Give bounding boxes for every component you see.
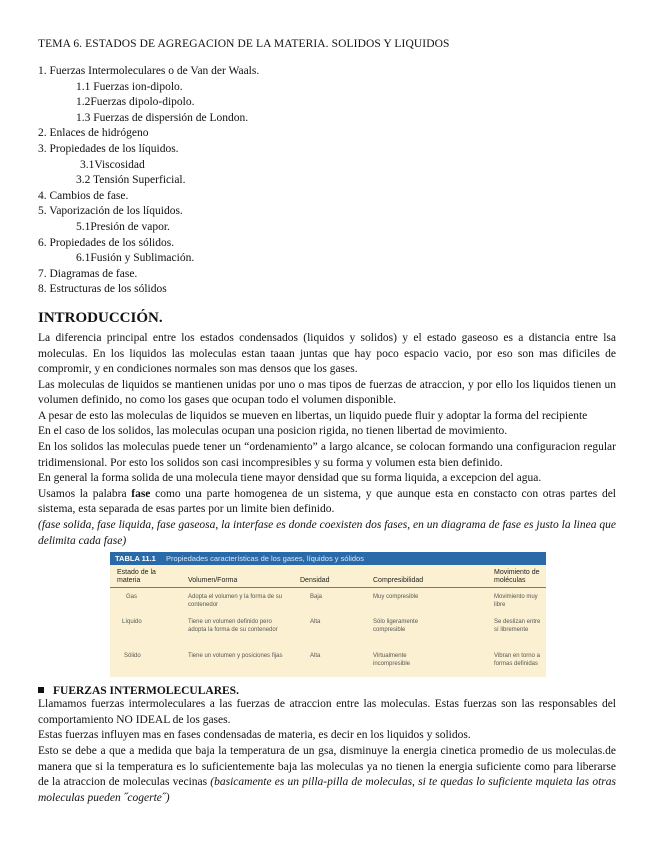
text-run: Usamos la palabra [38,487,132,500]
table-cell: Se deslizan entre sí libremente [494,619,541,634]
table-header-cell: Movimiento de moléculas [494,569,540,585]
table-cell: Virtualmente incompresible [373,653,411,668]
fuerzas-heading [38,685,616,697]
table-header-row [110,569,546,588]
document-title: TEMA 6. ESTADOS DE AGREGACION DE LA MATERIA. SOLIDOS Y LIQUIDOS [38,38,450,50]
table-cell: Sólo ligeramente compresible [373,619,419,634]
text-run: Esto se debe a que a medida que baja la temperatura de un gsa, disminuye la energia cinetica promedio de us moleculas.de manera que si la temperatura es lo suficientemente baja las moleculas ya no tienen la energia suficiente como para liberarse de la atraccion de moleculas vecinas [38,745,616,789]
table-cell: Sólido [124,653,141,660]
fuerzas-paragraph: Estas fuerzas influyen mas en fases condensadas de materia, es decir en los liquidos y solidos. [38,729,471,742]
toc-item: 3.2 Tensión Superficial. [76,174,186,187]
italic-note: (fase solida, fase liquida, fase gaseosa, la interfase es donde coexisten dos fases, en un diagrama de fase es justo la linea que delimita cada fase) [38,519,616,547]
table-cell: Muy compresible [373,594,419,601]
table-caption-bar [110,552,546,565]
properties-table [110,552,546,677]
toc-item: 7. Diagramas de fase. [38,267,138,280]
intro-paragraph: En general la forma solida de una molecula tiene mayor densidad que su forma liquida, a excepcion del agua. [38,472,542,485]
toc-item: 4. Cambios de fase. [38,189,129,202]
italic-note: (basicamente es un pilla-pilla de moleculas, si te quedas lo suficiente mquieta las otras moleculas pueden ˝cogerte˝) [38,776,616,804]
toc-item: 6.1Fusión y Sublimación. [76,252,195,265]
table-cell: Líquido [122,619,142,626]
table-header-cell: Densidad [300,577,330,585]
table-cell: Vibran en torno a formas definidas [494,653,540,668]
document-page [38,38,616,806]
toc-item: 5. Vaporización de los líquidos. [38,205,183,218]
table-caption: Propiedades características de los gases, líquidos y sólidos [165,554,364,564]
intro-paragraph: La diferencia principal entre los estados condensados (liquidos y solidos) y el estado gaseoso es a distancia entre lsa moleculas. En los liquidos las moleculas estan taaan juntas que hay poco espacio vacio, por eso son mas dificiles de compromir, y en condiciones normales son mas densos que los gases. [38,331,616,376]
table-tag: TABLA 11.1 [115,554,156,564]
table-cell: Tiene un volumen definido pero adopta la forma de su contenedor [188,619,278,634]
toc-item: 1.2Fuerzas dipolo-dipolo. [76,96,195,109]
toc-item: 1. Fuerzas Intermoleculares o de Van der Waals. [38,65,260,77]
intro-heading: INTRODUCCIÓN. [38,309,163,326]
intro-paragraph: En los solidos las moleculas puede tener un “ordenamiento” a largo alcance, se colocan formando una configuracion regular tridimensional. Por esto los solidos son casi incompresibles y su forma y volumen esta bien definido. [38,441,616,469]
table-cell: Tiene un volumen y posiciones fijas [188,653,283,660]
table-header-cell: Estado de la materia [117,569,156,585]
toc-item: 3. Propiedades de los líquidos. [38,142,179,155]
intro-paragraph [38,518,616,549]
table-of-contents [38,64,616,298]
table-header-cell: Compresibilidad [373,577,424,585]
table-cell: Baja [310,594,323,601]
bold-term: fase [131,487,151,500]
intro-paragraph: Las moleculas de liquidos se mantienen unidas por uno o mas tipos de fuerzas de atraccion, y por ello los liquidos tienen un volumen definido, no como los gases que ocupan todo el volumen disponible. [38,378,616,407]
toc-item: 1.3 Fuerzas de dispersión de London. [76,111,249,124]
table-cell: Alta [310,619,321,626]
toc-item: 6. Propiedades de los sólidos. [38,236,175,249]
intro-paragraph [38,487,616,518]
table-cell: Movimiento muy libre [494,594,538,609]
toc-item: 1.1 Fuerzas ion-dipolo. [76,80,183,93]
table-cell: Gas [126,594,138,601]
fuerzas-paragraph: Llamamos fuerzas intermoleculares a las fuerzas de atraccion entre las moleculas. Estas fuerzas son las responsables del comportamiento NO IDEAL de los gases. [38,698,616,726]
toc-item: 5.1Presión de vapor. [76,220,170,233]
toc-item: 3.1Viscosidad [80,158,145,171]
text-run: como una parte homogenea de un sistema, y que aunque esta en constacto con otras partes del sistema, esta separada de esas partes por un limite bien definido. [38,487,616,516]
fuerzas-paragraph [38,744,616,806]
toc-item: 2. Enlaces de hidrógeno [38,127,149,140]
table-cell: Alta [310,653,321,660]
table-header-cell: Volumen/Forma [188,577,238,585]
intro-paragraph: A pesar de esto las moleculas de liquidos se mueven en libertas, un liquido puede fluir y adoptar la forma del recipiente [38,409,588,422]
toc-item: 8. Estructuras de los sólidos [38,283,167,296]
bullet-square-icon [38,687,44,693]
intro-paragraph: En el caso de los solidos, las moleculas ocupan una posicion rigida, no tienen libertad de movimiento. [38,425,508,438]
table-cell: Adopta el volumen y la forma de su contenedor [188,594,283,609]
fuerzas-heading-text: FUERZAS INTERMOLECULARES. [53,685,239,698]
